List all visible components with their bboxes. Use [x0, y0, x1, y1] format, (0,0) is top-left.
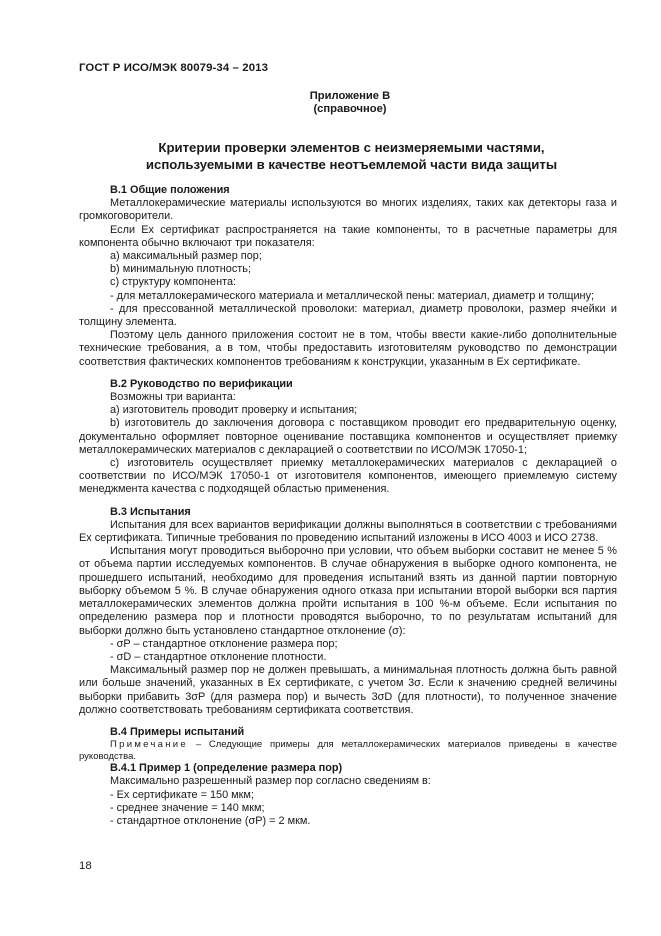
list-item: - стандартное отклонение (σP) = 2 мкм.	[110, 814, 311, 827]
list-item: - σD – стандартное отклонение плотности.	[110, 650, 327, 663]
note	[79, 739, 617, 762]
paragraph: Максимально разрешенный размер пор согласно сведениям в:	[110, 775, 431, 788]
paragraph: Если Ex сертификат распространяется на такие компоненты, то в расчетные параметры для компонента обычно включают три показателя:	[79, 223, 617, 249]
section-b1-heading: В.1 Общие положения	[110, 184, 230, 196]
body-text	[79, 184, 617, 828]
paragraph: Металлокерамические материалы используются во многих изделиях, таких как детекторы газа и громкоговорители.	[79, 197, 617, 223]
list-item: a) изготовитель проводит проверку и испытания;	[110, 404, 358, 417]
list-item: b) минимальную плотность;	[110, 263, 251, 276]
title-line-2: используемыми в качестве неотъемлемой части вида защиты	[145, 157, 558, 172]
list-item: b) изготовитель до заключения договора с поставщиком проводит его предварительную оценку, документально оформляет повторное оценивание поставщика компонентов и осуществляет приемку металлокерамических материалов с декларацией о соответствии по ИСО/МЭК 17050-1;	[79, 417, 617, 456]
list-item: a) максимальный размер пор;	[110, 250, 262, 263]
subsection-b41-heading: В.4.1 Пример 1 (определение размера пор)	[110, 762, 343, 775]
list-item: - для прессованной металлической проволоки: материал, диаметр проволоки, размер ячейки и толщину элемента.	[79, 302, 617, 329]
note-label: Примечание	[110, 739, 188, 751]
page-number: 18	[79, 860, 92, 872]
paragraph: Максимальный размер пор не должен превышать, а минимальная плотность должна быть равной или больше значений, указанных в Ex сертификате, с учетом 3σ. Если к значению средней величины выборки прибавить 3σP (для размера пор) и вычесть 3σD (для плотности), то полученное значение должно соответствовать требованиям сертификата соответствия.	[79, 664, 617, 716]
note-text: – Следующие примеры для металлокерамических материалов приведены в качестве руководства.	[79, 739, 618, 762]
paragraph: Испытания для всех вариантов верификации должны выполняться в соответствии с требованиями Ex сертификата. Типичные требования по проведению испытаний изложены в ИСО 4003 и ИСО 2738.	[79, 518, 617, 545]
list-item: c) структуру компонента:	[110, 276, 237, 289]
annex-title: Приложение В	[309, 90, 391, 102]
section-b3-heading: В.3 Испытания	[110, 505, 191, 518]
paragraph: Поэтому цель данного приложения состоит не в том, чтобы ввести какие-либо дополнительные технические требования, а в том, чтобы предоставить изготовителям руководство по демонстрации соответствия фактических компонентов требованиям к конструкции, указанным в Ex сертификате.	[79, 329, 617, 368]
list-item: - для металлокерамического материала и металлической пены: материал, диаметр и толщину;	[110, 289, 595, 302]
section-b2-heading: В.2 Руководство по верификации	[110, 377, 293, 390]
list-item: - σP – стандартное отклонение размера пор;	[110, 637, 338, 650]
list-item: - среднее значение = 140 мкм;	[110, 801, 265, 814]
annex-type: (справочное)	[313, 103, 387, 115]
list-item: - Ex сертификате = 150 мкм;	[110, 788, 254, 801]
document-header: ГОСТ Р ИСО/МЭК 80079-34 – 2013	[79, 62, 268, 74]
section-b4-heading: В.4 Примеры испытаний	[110, 725, 245, 738]
list-item: c) изготовитель осуществляет приемку металлокерамических материалов с декларацией о соответствии по ИСО/МЭК 17050-1 от изготовителя компонентов, имеющего приемлемую систему менеджмента качества с подходящей областью применения.	[79, 457, 617, 496]
title-line-1: Критерии проверки элементов с неизмеряемыми частями,	[158, 140, 545, 155]
paragraph: Испытания могут проводиться выборочно при условии, что объем выборки составит не менее 5 % от объема партии исследуемых компонентов. В случае обнаружения в выборке одного компонента, не прошедшего испытаний, необходимо для проведения испытаний взять из данной партии повторную выборку объемом 5 %. В случае обнаружения одного отказа при испытании второй выборки вся партия металлокерамических элементов должна пройти испытания в 100 %-м объеме. Если испытания по определению размера пор и плотности проводятся выборочно, то по результатам испытаний для выборки должно быть установлено стандартное отклонение (σ):	[79, 545, 617, 637]
paragraph: Возможны три варианта:	[110, 391, 236, 404]
